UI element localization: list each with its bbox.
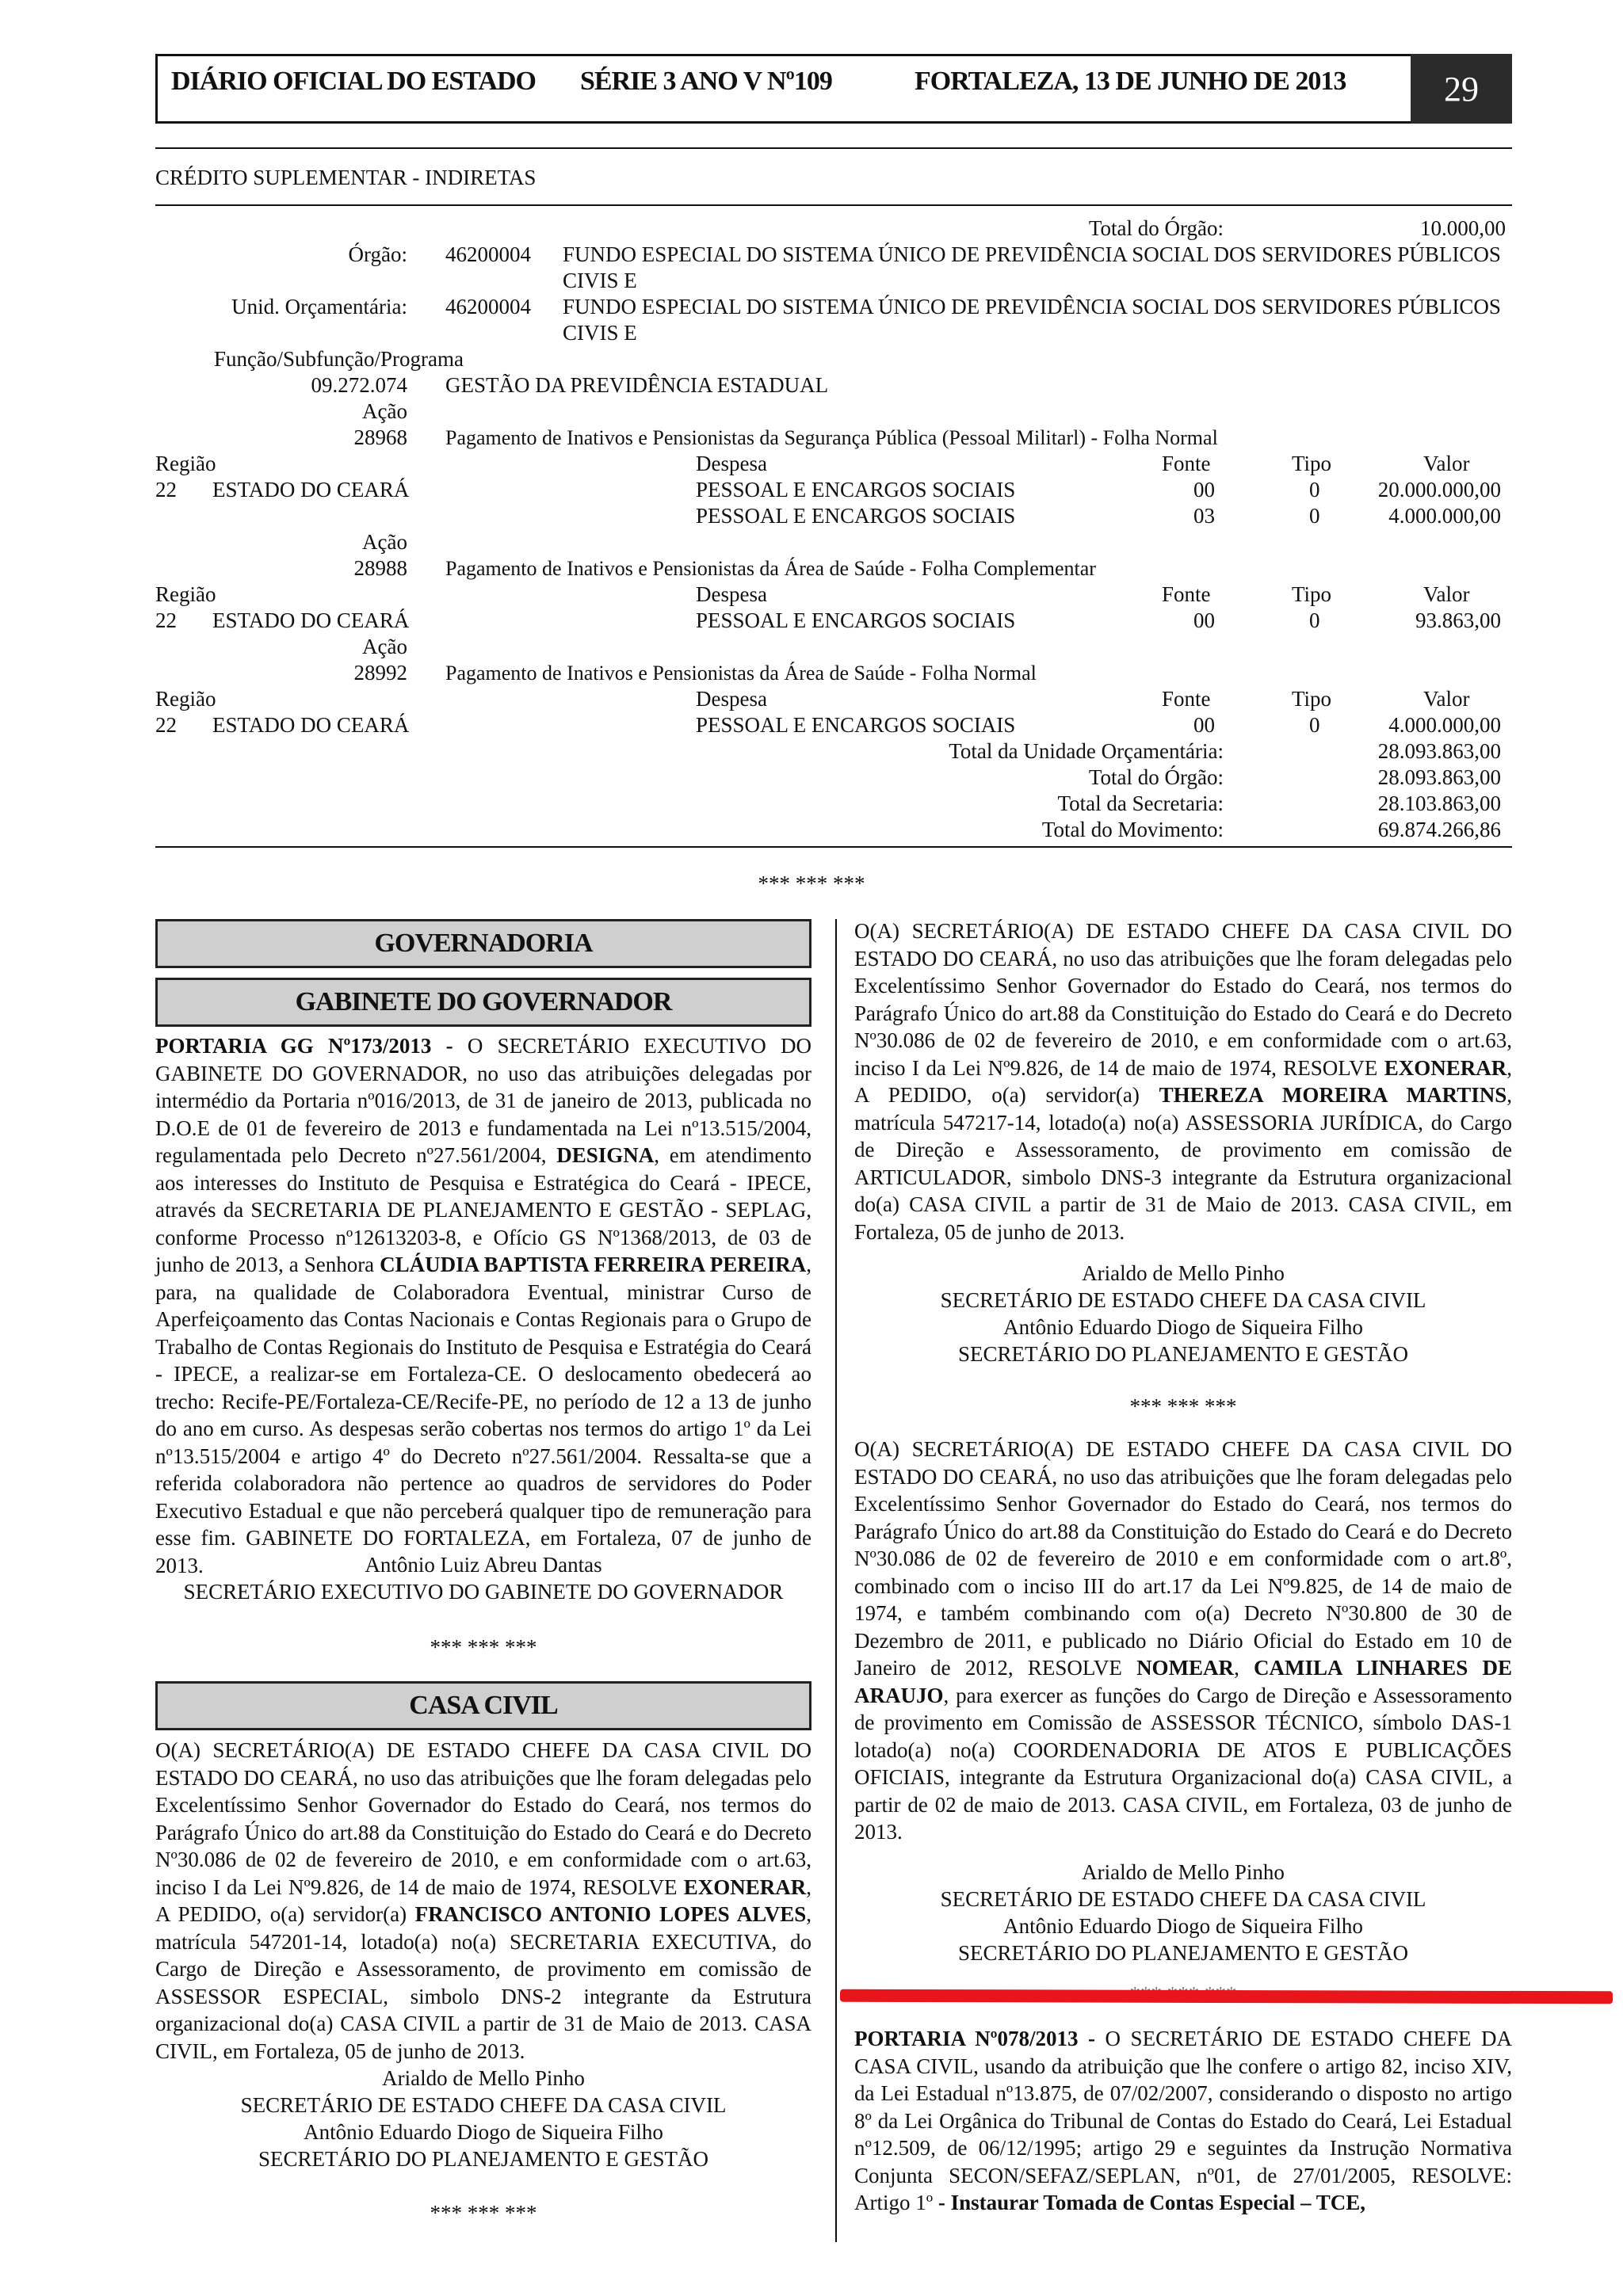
orgao-label: Órgão:: [348, 242, 407, 266]
col-tipo: Tipo: [1292, 582, 1332, 606]
col-valor: Valor: [1423, 687, 1470, 711]
signature-title: SECRETÁRIO DE ESTADO CHEFE DA CASA CIVIL: [940, 1887, 1426, 1911]
region-name: ESTADO DO CEARÁ: [212, 478, 410, 502]
total-label: Total da Unidade Orçamentária:: [949, 739, 1224, 763]
signature-title: SECRETÁRIO DO PLANEJAMENTO E GESTÃO: [957, 1941, 1408, 1965]
ato-exonerar-thereza: O(A) SECRETÁRIO(A) DE ESTADO CHEFE DA CASA CIVIL DO ESTADO DO CEARÁ, no uso das atribuições que lhe foram delegadas pelo Excelentíssimo Senhor Governador do Estado do Ceará, nos termos do Parágrafo Único do art.88 da Constituição do Estado do Ceará e do Decreto Nº30.086 de 02 de fevereiro de 2010, e em conformidade com o art.63, inciso I da Lei Nº9.826, de 14 de maio de 1974, RESOLVE EXONERAR, A PEDIDO, o(a) servidor(a) THEREZA MOREIRA MARTINS, matrícula 547217-14, lotado(a) no(a) ASSESSORIA JURÍDICA, do Cargo de Direção e Assessoramento, de provimento em comissão de ARTICULADOR, simbolo DNS-3 integrante da Estrutura organizacional do(a) CASA CIVIL a partir de 31 de Maio de 2013. CASA CIVIL, em Fortaleza, 05 de junho de 2013.: [854, 919, 1512, 1244]
separator: *** *** ***: [1129, 1394, 1237, 1418]
row-tipo: 0: [1309, 478, 1320, 502]
ato-exonerar-francisco: O(A) SECRETÁRIO(A) DE ESTADO CHEFE DA CASA CIVIL DO ESTADO DO CEARÁ, no uso das atribuições que lhe foram delegadas pelo Excelentíssimo Senhor Governador do Estado do Ceará, nos termos do Parágrafo Único do art.88 da Constituição do Estado do Ceará e do Decreto Nº30.086 de 02 de fevereiro de 2010, e em conformidade com o art.63, inciso I da Lei Nº9.826, de 14 de maio de 1974, RESOLVE EXONERAR, A PEDIDO, o(a) servidor(a) FRANCISCO ANTONIO LOPES ALVES, matrícula 547201-14, lotado(a) no(a) SECRETARIA EXECUTIVA, do Cargo de Direção e Assessoramento, de provimento em comissão de ASSESSOR ESPECIAL, simbolo DNS-2 integrante da Estrutura organizacional do(a) CASA CIVIL a partir de 31 de Maio de 2013. CASA CIVIL, em Fortaleza, 05 de junho de 2013.: [155, 1738, 812, 2063]
col-regiao: Região: [155, 687, 216, 711]
col-valor: Valor: [1423, 452, 1470, 475]
region-code: 22: [155, 713, 177, 737]
total-orgao-top-value: 10.000,00: [1420, 216, 1506, 240]
acao-label: Ação: [362, 399, 407, 423]
orgao-code: 46200004: [445, 242, 531, 266]
acao-code: 28968: [353, 425, 407, 449]
col-valor: Valor: [1423, 582, 1470, 606]
acao-name: Pagamento de Inativos e Pensionistas da Segurança Pública (Pessoal Militarl) - Folha Normal: [445, 426, 1218, 449]
acao-code: 28988: [353, 556, 407, 580]
ato-nomear-camila: O(A) SECRETÁRIO(A) DE ESTADO CHEFE DA CASA CIVIL DO ESTADO DO CEARÁ, no uso das atribuições que lhe foram delegadas pelo Excelentíssimo Senhor Governador do Estado do Ceará, nos termos do Parágrafo Único do art.88 da Constituição do Estado do Ceará e do Decreto Nº30.086 de 02 de fevereiro de 2010 e em conformidade com o art.8º, combinado com o inciso III do art.17 da Lei Nº9.825, de 14 de maio de 1974, e também combinando com o(a) Decreto Nº30.800 de 30 de Dezembro de 2011, e publicado no Diário Oficial do Estado em 10 de Janeiro de 2012, RESOLVE NOMEAR, CAMILA LINHARES DE ARAUJO, para exercer as funções do Cargo de Direção e Assessoramento de provimento em Comissão de ASSESSOR TÉCNICO, símbolo DAS-1 lotado(a) no(a) COORDENADORIA DE ATOS E PUBLICAÇÕES OFICIAIS, integrante da Estrutura Organizacional do(a) CASA CIVIL, a partir de 02 de maio de 2013. CASA CIVIL, em Fortaleza, 03 de junho de 2013.: [854, 1437, 1512, 1844]
funcao-label: Função/Subfunção/Programa: [214, 347, 464, 371]
acao-label: Ação: [362, 530, 407, 554]
col-fonte: Fonte: [1162, 452, 1211, 475]
orgao-name-cont: CIVIS E: [563, 269, 637, 292]
col-despesa: Despesa: [696, 687, 767, 711]
section-gabinete: GABINETE DO GOVERNADOR: [155, 978, 812, 1027]
col-regiao: Região: [155, 452, 216, 475]
divider: [155, 204, 1512, 206]
acao-code: 28992: [353, 661, 407, 685]
col-despesa: Despesa: [696, 452, 767, 475]
row-fonte: 03: [1193, 504, 1215, 528]
unid-name-cont: CIVIS E: [563, 321, 637, 345]
signature-title: SECRETÁRIO EXECUTIVO DO GABINETE DO GOVERNADOR: [183, 1580, 784, 1604]
row-tipo: 0: [1309, 713, 1320, 737]
col-fonte: Fonte: [1162, 582, 1211, 606]
unid-name: FUNDO ESPECIAL DO SISTEMA ÚNICO DE PREVIDÊNCIA SOCIAL DOS SERVIDORES PÚBLICOS: [563, 295, 1501, 318]
row-despesa: PESSOAL E ENCARGOS SOCIAIS: [696, 504, 1016, 528]
row-despesa: PESSOAL E ENCARGOS SOCIAIS: [696, 713, 1016, 737]
total-value: 28.103.863,00: [1377, 791, 1501, 815]
signature-name: Antônio Eduardo Diogo de Siqueira Filho: [304, 2120, 663, 2144]
row-valor: 4.000.000,00: [1388, 504, 1501, 528]
row-despesa: PESSOAL E ENCARGOS SOCIAIS: [696, 608, 1016, 632]
col-despesa: Despesa: [696, 582, 767, 606]
region-name: ESTADO DO CEARÁ: [212, 713, 410, 737]
signature-name: Arialdo de Mello Pinho: [1082, 1860, 1285, 1884]
journal-date: FORTALEZA, 13 DE JUNHO DE 2013: [915, 67, 1346, 96]
signature-title: SECRETÁRIO DO PLANEJAMENTO E GESTÃO: [957, 1342, 1408, 1366]
row-tipo: 0: [1309, 608, 1320, 632]
orgao-name: FUNDO ESPECIAL DO SISTEMA ÚNICO DE PREVIDÊNCIA SOCIAL DOS SERVIDORES PÚBLICOS: [563, 242, 1501, 266]
red-highlight-line: [840, 1989, 1613, 2004]
row-tipo: 0: [1309, 504, 1320, 528]
separator: *** *** ***: [758, 871, 865, 895]
row-valor: 93.863,00: [1415, 608, 1501, 632]
journal-title: DIÁRIO OFICIAL DO ESTADO: [171, 67, 536, 96]
signature-name: Antônio Eduardo Diogo de Siqueira Filho: [1003, 1914, 1363, 1938]
row-despesa: PESSOAL E ENCARGOS SOCIAIS: [696, 478, 1016, 502]
row-fonte: 00: [1193, 608, 1215, 632]
row-fonte: 00: [1193, 713, 1215, 737]
row-fonte: 00: [1193, 478, 1215, 502]
total-value: 28.093.863,00: [1377, 739, 1501, 763]
signature-name: Arialdo de Mello Pinho: [1082, 1261, 1285, 1285]
total-orgao-top-label: Total do Órgão:: [1088, 216, 1224, 240]
col-tipo: Tipo: [1292, 452, 1332, 475]
acao-label: Ação: [362, 635, 407, 658]
total-label: Total do Órgão:: [1088, 765, 1224, 789]
row-valor: 4.000.000,00: [1388, 713, 1501, 737]
section-casa-civil: CASA CIVIL: [155, 1681, 812, 1730]
col-regiao: Região: [155, 582, 216, 606]
region-code: 22: [155, 608, 177, 632]
unid-label: Unid. Orçamentária:: [231, 295, 407, 318]
programa-name: GESTÃO DA PREVIDÊNCIA ESTADUAL: [445, 373, 829, 397]
divider: [155, 147, 1512, 149]
total-label: Total do Movimento:: [1041, 818, 1224, 841]
separator: *** *** ***: [430, 2201, 537, 2225]
col-fonte: Fonte: [1162, 687, 1211, 711]
separator: *** *** ***: [430, 1635, 537, 1659]
signature-title: SECRETÁRIO DE ESTADO CHEFE DA CASA CIVIL: [240, 2093, 727, 2117]
signature-title: SECRETÁRIO DO PLANEJAMENTO E GESTÃO: [258, 2147, 708, 2171]
total-value: 28.093.863,00: [1377, 765, 1501, 789]
programa-code: 09.272.074: [311, 373, 407, 397]
acao-name: Pagamento de Inativos e Pensionistas da Área de Saúde - Folha Complementar: [445, 557, 1096, 580]
signature-title: SECRETÁRIO DE ESTADO CHEFE DA CASA CIVIL: [940, 1288, 1426, 1312]
region-code: 22: [155, 478, 177, 502]
signature-name: Antônio Luiz Abreu Dantas: [365, 1553, 602, 1577]
journal-series: SÉRIE 3 ANO V Nº109: [580, 67, 832, 96]
total-value: 69.874.266,86: [1377, 818, 1501, 841]
signature-name: Arialdo de Mello Pinho: [382, 2066, 585, 2090]
portaria-gg-173: PORTARIA GG Nº173/2013 - O SECRETÁRIO EXECUTIVO DO GABINETE DO GOVERNADOR, no uso das atribuições delegadas por intermédio da Portaria nº016/2013, de 31 de janeiro de 2013, publicada no D.O.E de 01 de fevereiro de 2013 e fundamentada na Lei nº13.515/2004, regulamentada pelo Decreto nº27.561/2004, DESIGNA, em atendimento aos interesses do Instituto de Pesquisa e Estratégica do Ceará - IPECE, através da SECRETARIA DE PLANEJAMENTO E GESTÃO - SEPLAG, conforme Processo nº12613203-8, e Ofício GS Nº1368/2013, de 03 de junho de 2013, a Senhora CLÁUDIA BAPTISTA FERREIRA PEREIRA, para, na qualidade de Colaboradora Eventual, ministrar Curso de Aperfeiçoamento das Contas Nacionais e Contas Regionais para o Grupo de Trabalho de Contas Regionais do Instituto de Pesquisa e Estratégia do Ceará - IPECE, a realizar-se em Fortaleza-CE. O deslocamento obedecerá ao trecho: Recife-PE/Fortaleza-CE/Recife-PE, no período de 12 a 13 de junho do ano em curso. As despesas serão cobertas nos termos do artigo 1º da Lei nº13.515/2004 e artigo 4º do Decreto nº27.561/2004. Ressalta-se que a referida colaboradora não pertence ao quadros de servidores do Poder Executivo Estadual e que não perceberá qualquer tipo de remuneração para esse fim. GABINETE DO FORTALEZA, em Fortaleza, 07 de junho de 2013.: [155, 1034, 812, 1577]
acao-name: Pagamento de Inativos e Pensionistas da Área de Saúde - Folha Normal: [445, 662, 1037, 685]
section-governadoria: GOVERNADORIA: [155, 919, 812, 968]
row-valor: 20.000.000,00: [1377, 478, 1501, 502]
region-name: ESTADO DO CEARÁ: [212, 608, 410, 632]
page-number: 29: [1411, 54, 1512, 124]
col-tipo: Tipo: [1292, 687, 1332, 711]
divider: [155, 846, 1512, 848]
portaria-078: PORTARIA Nº078/2013 - O SECRETÁRIO DE ESTADO CHEFE DA CASA CIVIL, usando da atribuição que lhe confere o artigo 82, inciso XIV, da Lei Estadual nº13.875, de 07/02/2007, considerando o disposto no artigo 8º da Lei Orgânica do Tribunal de Contas do Estado do Ceará, Lei Estadual nº12.509, de 06/12/1995; artigo 29 e seguintes da Instrução Normativa Conjunta SECON/SEFAZ/SEPLAN, nº01, de 27/01/2005, RESOLVE: Artigo 1º - Instaurar Tomada de Contas Especial – TCE,: [854, 2027, 1512, 2214]
credit-title: CRÉDITO SUPLEMENTAR - INDIRETAS: [155, 166, 537, 189]
column-divider: [835, 919, 837, 2242]
total-label: Total da Secretaria:: [1057, 791, 1224, 815]
unid-code: 46200004: [445, 295, 531, 318]
signature-name: Antônio Eduardo Diogo de Siqueira Filho: [1003, 1315, 1363, 1339]
